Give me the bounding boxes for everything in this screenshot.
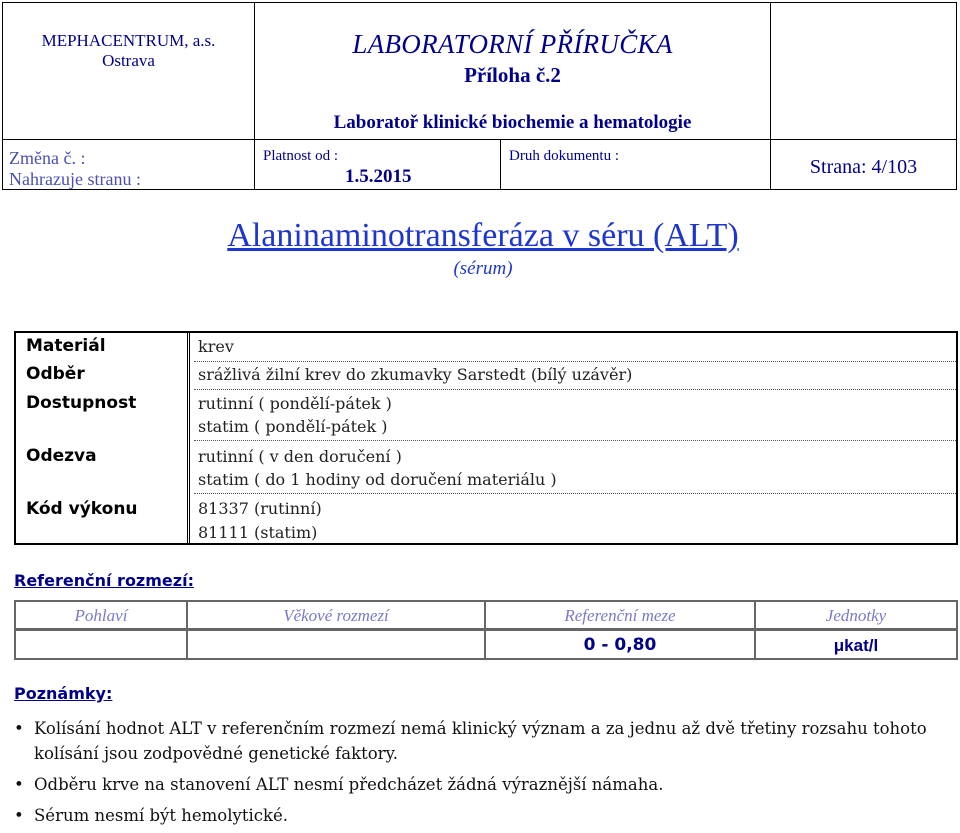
column-header-age	[186, 600, 486, 630]
doc-type-cell	[500, 139, 771, 190]
cell-sex	[14, 629, 188, 660]
column-header-label: Věkové rozmezí	[283, 606, 389, 625]
note-text: Sérum nesmí být hemolytické.	[34, 806, 288, 825]
bullet-icon: •	[14, 775, 24, 794]
handbook-title: LABORATORNÍ PŘÍRUČKA	[352, 29, 673, 59]
doc-type-label: Druh dokumentu :	[509, 148, 619, 164]
material-label: Materiál	[26, 336, 106, 356]
collection-label: Odběr	[26, 364, 85, 384]
valid-from-date: 1.5.2015	[345, 166, 412, 187]
note-text: Odběru krve na stanovení ALT nesmí předcházet žádná výraznější námaha.	[34, 775, 664, 794]
note-item	[14, 716, 958, 766]
procedure-code-routine: 81337 (rutinní)	[198, 499, 322, 518]
cell-unit	[754, 629, 958, 660]
column-header-sex	[14, 600, 188, 630]
column-divider	[187, 333, 190, 543]
reference-range-value: 0 - 0,80	[583, 635, 657, 655]
availability-routine: rutinní ( pondělí-pátek )	[198, 394, 392, 413]
row-separator	[194, 440, 956, 441]
column-header-unit	[754, 600, 958, 630]
note-item	[14, 803, 958, 828]
department-name: Laboratoř klinické biochemie a hematologie	[333, 112, 692, 133]
notes-heading: Poznámky:	[14, 684, 113, 703]
change-cell	[2, 139, 255, 190]
test-info-table	[14, 331, 958, 545]
cell-age	[186, 629, 486, 660]
document-header	[2, 2, 957, 190]
organization-name: MEPHACENTRUM, a.s.	[41, 31, 216, 50]
organization-city: Ostrava	[102, 51, 155, 70]
column-header-label: Jednotky	[825, 606, 887, 625]
reference-range-heading: Referenční rozmezí:	[14, 571, 194, 590]
availability-label: Dostupnost	[26, 393, 137, 413]
page-cell	[770, 139, 957, 190]
response-statim: statim ( do 1 hodiny od doručení materiálu )	[198, 470, 557, 489]
note-text: Kolísání hodnot ALT v referenčním rozmezí nemá klinický význam a za jednu až dvě třetiny rozsahu tohoto kolísání jsou zodpovědné genetické faktory.	[34, 719, 927, 763]
column-header-label: Pohlaví	[74, 606, 128, 625]
annex-label: Příloha č.2	[464, 63, 561, 87]
procedure-code-statim: 81111 (statim)	[198, 523, 318, 542]
change-label: Změna č. :	[9, 148, 86, 168]
test-title: Alaninaminotransferáza v séru (ALT)	[227, 217, 739, 254]
logo-cell	[770, 2, 957, 140]
column-header-label: Referenční meze	[564, 606, 676, 625]
collection-value: srážlivá žilní krev do zkumavky Sarstedt (bílý uzávěr)	[198, 365, 633, 384]
validity-cell	[254, 139, 501, 190]
replaces-label: Nahrazuje stranu :	[9, 169, 141, 189]
row-separator	[194, 389, 956, 390]
note-item	[14, 772, 958, 797]
test-subtitle: (sérum)	[453, 258, 513, 279]
cell-range	[484, 629, 756, 660]
page-number: Strana: 4/103	[809, 156, 918, 178]
procedure-code-label: Kód výkonu	[26, 499, 138, 519]
response-label: Odezva	[26, 446, 97, 466]
bullet-icon: •	[14, 806, 24, 825]
reference-unit-value: μkat/l	[833, 636, 879, 655]
notes-list	[14, 716, 958, 833]
material-value: krev	[198, 337, 234, 356]
response-routine: rutinní ( v den doručení )	[198, 447, 402, 466]
availability-statim: statim ( pondělí-pátek )	[198, 417, 388, 436]
valid-from-label: Platnost od :	[263, 148, 339, 164]
reference-range-table	[14, 600, 958, 660]
title-cell	[254, 2, 771, 140]
column-header-range	[484, 600, 756, 630]
bullet-icon: •	[14, 719, 24, 738]
row-separator	[194, 361, 956, 362]
organization-cell	[2, 2, 255, 140]
row-separator	[194, 493, 956, 494]
